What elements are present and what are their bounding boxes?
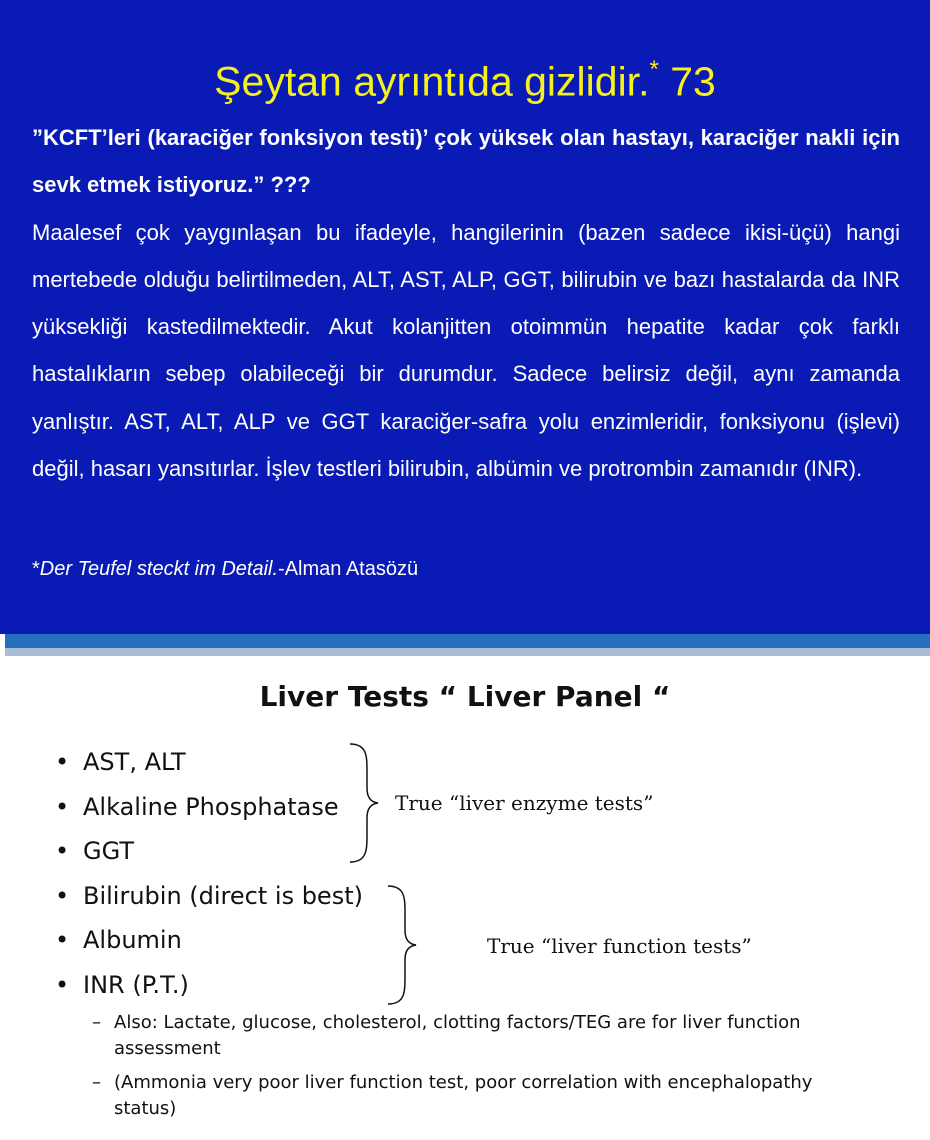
enzyme-brace-icon [345,742,385,864]
test-list [55,740,363,1008]
list-item: • INR (P.T.) [55,963,363,1008]
explanation-paragraph: Maalesef çok yaygınlaşan bu ifadeyle, hangilerinin (bazen sadece ikisi-üçü) hangi mertebede olduğu belirtilmeden, ALT, AST, ALP, GGT, bilirubin ve bazı hastalarda da INR yüksekliği kastedilmektedir. Akut kolanjitten otoimmün hepatite kadar çok farklı hastalıkların sebep olabileceği bir durumdur. Sadece belirsiz değil, aynı zamanda yanlıştır. AST, ALT, ALP ve GGT karaciğer-safra yolu enzimleridir, fonksiyonu (işlevi) değil, hasarı yansıtırlar. İşlev testleri bilirubin, albümin ve protrombin zamanıdır (INR). [32,219,900,482]
note-item: – Also: Lactate, glucose, cholesterol, clotting factors/TEG are for liver function assessment [92,1010,852,1062]
enzyme-label: True “liver enzyme tests” [395,791,654,815]
divider-bar-light [5,648,930,656]
note-item: – (Ammonia very poor liver function test, poor correlation with encephalopathy status) [92,1070,852,1122]
divider-bar [5,634,930,648]
liver-panel-title: Liver Tests “ Liver Panel “ [259,680,671,713]
list-item: • AST, ALT [55,740,363,785]
list-item: • Alkaline Phosphatase [55,785,363,830]
function-brace-icon [383,884,423,1006]
list-item: • Albumin [55,918,363,963]
footnote: *Der Teufel steckt im Detail.-Alman Atasözü [32,558,419,580]
list-item: • GGT [55,829,363,874]
quote-line: ”KCFT’leri (karaciğer fonksiyon testi)’ çok yüksek olan hastayı, karaciğer nakli için sevk etmek istiyoruz.” ??? [32,125,900,198]
slide-body [32,114,900,492]
slide-title: Şeytan ayrıntıda gizlidir.* 73 [214,56,716,105]
function-label: True “liver function tests” [487,934,752,958]
list-item: • Bilirubin (direct is best) [55,874,363,919]
notes-list [92,1010,852,1130]
